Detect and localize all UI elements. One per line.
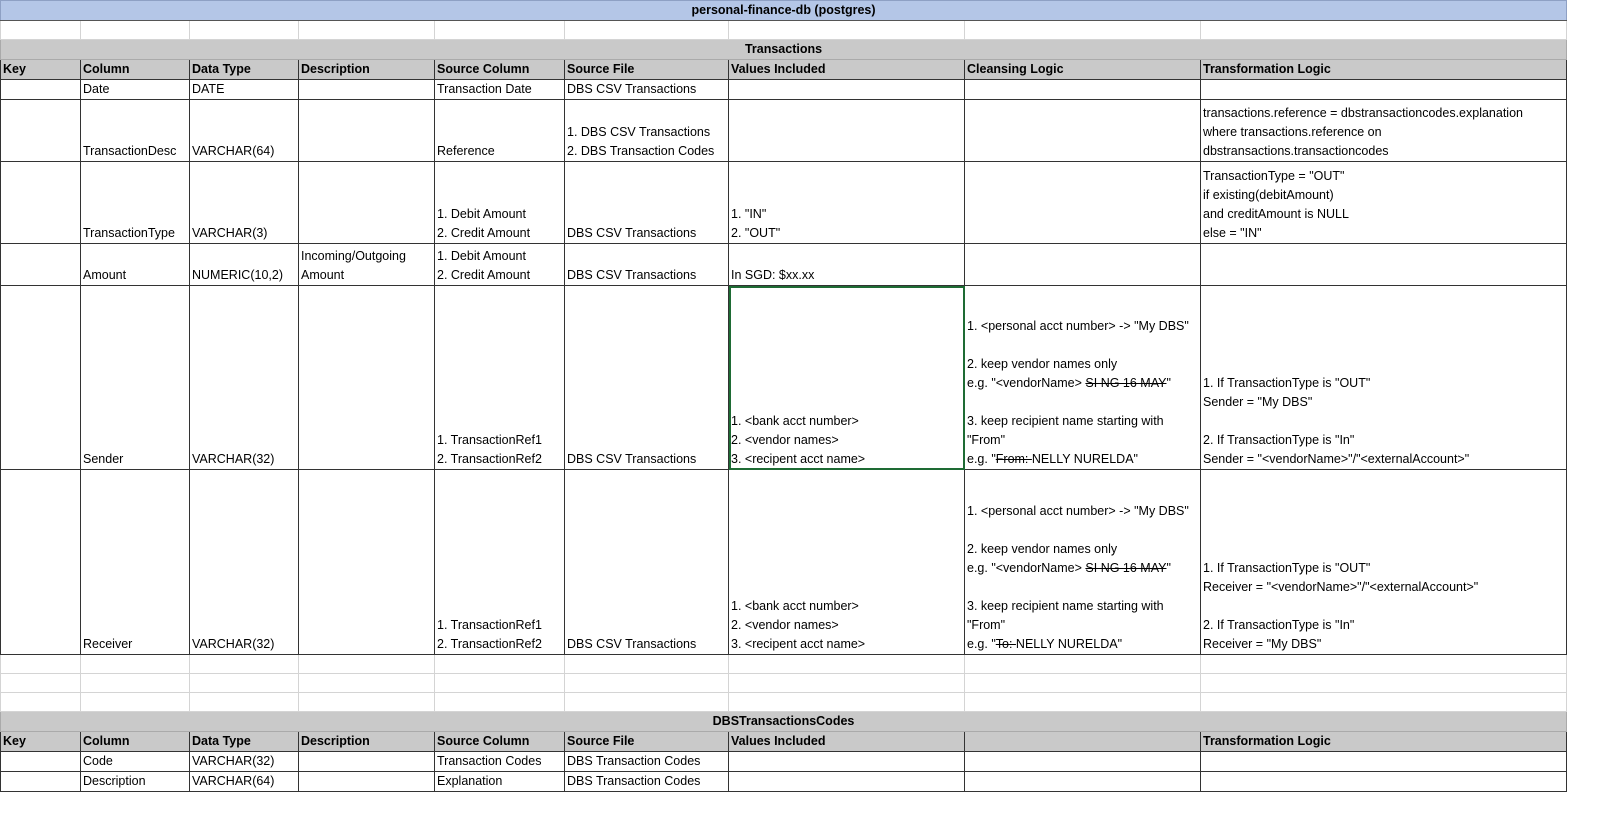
header-description[interactable]: Description xyxy=(299,60,435,80)
cell-line: VARCHAR(64) xyxy=(192,144,275,158)
cell-key[interactable] xyxy=(1,470,81,655)
text-segment: e.g. "<vendorName> xyxy=(967,561,1086,575)
cell-line: 3. keep recipient name starting with xyxy=(967,414,1164,428)
table-section-row xyxy=(1,712,1567,732)
cell-key[interactable] xyxy=(1,244,81,286)
empty-cell[interactable] xyxy=(965,21,1201,40)
cell-source-file[interactable] xyxy=(565,286,729,470)
cell-source-file[interactable] xyxy=(565,772,729,792)
header-key[interactable]: Key xyxy=(1,732,81,752)
cell-source-column[interactable] xyxy=(435,80,565,100)
empty-cell[interactable] xyxy=(1201,21,1567,40)
cell-line: 1. <personal acct number> -> "My DBS" xyxy=(967,319,1189,333)
empty-cell[interactable] xyxy=(81,674,190,693)
cell-column[interactable] xyxy=(81,100,190,162)
cell-line: 1. "IN" xyxy=(731,207,767,221)
cell-line: DBS CSV Transactions xyxy=(567,637,697,651)
cell-source-column[interactable] xyxy=(435,470,565,655)
empty-cell[interactable] xyxy=(565,693,729,712)
cell-cleansing-logic[interactable] xyxy=(965,772,1201,792)
text-segment: e.g. " xyxy=(967,637,996,651)
struck-text: SI NG 16 MAY xyxy=(1085,561,1167,575)
cell-line: Explanation xyxy=(437,774,503,788)
cell-line: Transaction Date xyxy=(437,82,532,96)
cell-line: TransactionType xyxy=(83,226,175,240)
empty-row xyxy=(1,655,1567,674)
cell-description[interactable] xyxy=(299,286,435,470)
cell-line xyxy=(967,635,1198,654)
cell-line: VARCHAR(3) xyxy=(192,226,268,240)
cell-cleansing-logic[interactable] xyxy=(965,244,1201,286)
cell-line: DBS CSV Transactions xyxy=(567,226,697,240)
cell-line: dbstransactions.transactioncodes xyxy=(1203,144,1389,158)
cell-description[interactable] xyxy=(299,470,435,655)
text-segment: e.g. " xyxy=(967,452,996,466)
cell-line: TransactionDesc xyxy=(83,144,177,158)
cell-line xyxy=(967,450,1198,469)
cell-key[interactable] xyxy=(1,162,81,244)
cell-source-column[interactable] xyxy=(435,772,565,792)
cell-line: DBS CSV Transactions xyxy=(567,452,697,466)
cell-transformation-logic[interactable] xyxy=(1201,470,1567,655)
header-cleansing-logic[interactable] xyxy=(965,732,1201,752)
empty-cell[interactable] xyxy=(1,693,81,712)
cell-source-column[interactable] xyxy=(435,162,565,244)
cell-line: 3. <recipent acct name> xyxy=(731,637,866,651)
empty-cell[interactable] xyxy=(1201,655,1567,674)
struck-text: To: xyxy=(995,637,1016,651)
cell-column[interactable] xyxy=(81,162,190,244)
cell-line: 2. keep vendor names only xyxy=(967,542,1118,556)
cell-transformation-logic[interactable] xyxy=(1201,80,1567,100)
cell-description[interactable] xyxy=(299,162,435,244)
cell-line: DBS CSV Transactions xyxy=(567,268,697,282)
empty-cell[interactable] xyxy=(435,655,565,674)
header-cleansing-logic[interactable]: Cleansing Logic xyxy=(965,60,1201,80)
cell-line: if existing(debitAmount) xyxy=(1203,188,1334,202)
empty-row xyxy=(1,674,1567,693)
cell-line xyxy=(967,393,1198,412)
empty-cell[interactable] xyxy=(299,674,435,693)
empty-cell[interactable] xyxy=(965,693,1201,712)
header-column[interactable]: Column xyxy=(81,60,190,80)
cell-line: 2. <vendor names> xyxy=(731,433,839,447)
empty-cell[interactable] xyxy=(965,674,1201,693)
table-row xyxy=(1,100,1567,162)
cell-line: Transaction Codes xyxy=(437,754,542,768)
header-data-type[interactable]: Data Type xyxy=(190,60,299,80)
cell-line: Sender xyxy=(83,452,124,466)
cell-line: Date xyxy=(83,82,110,96)
cell-line: 1. If TransactionType is "OUT" xyxy=(1203,376,1371,390)
cell-source-file[interactable] xyxy=(565,470,729,655)
cell-source-column[interactable] xyxy=(435,100,565,162)
header-column[interactable]: Column xyxy=(81,732,190,752)
table-section-row xyxy=(1,40,1567,60)
cell-column[interactable] xyxy=(81,470,190,655)
table-name[interactable]: Transactions xyxy=(1,40,1567,60)
cell-source-column[interactable] xyxy=(435,286,565,470)
cell-cleansing-logic[interactable] xyxy=(965,286,1201,470)
cell-line: Amount xyxy=(301,268,345,282)
cell-column[interactable] xyxy=(81,244,190,286)
cell-line: 2. <vendor names> xyxy=(731,618,839,632)
cell-description[interactable] xyxy=(299,244,435,286)
cell-cleansing-logic[interactable] xyxy=(965,162,1201,244)
column-header-row xyxy=(1,732,1567,752)
cell-line: 2. If TransactionType is "In" xyxy=(1203,618,1355,632)
header-values-included[interactable]: Values Included xyxy=(729,60,965,80)
table-row xyxy=(1,244,1567,286)
cell-transformation-logic[interactable] xyxy=(1201,772,1567,792)
cell-line: DBS Transaction Codes xyxy=(567,774,701,788)
cell-values-included[interactable] xyxy=(729,80,965,100)
empty-cell[interactable] xyxy=(190,693,299,712)
cell-line: Code xyxy=(83,754,113,768)
empty-cell[interactable] xyxy=(729,21,965,40)
empty-cell[interactable] xyxy=(1,655,81,674)
empty-cell[interactable] xyxy=(565,21,729,40)
table-row xyxy=(1,752,1567,772)
cell-line: 1. <personal acct number> -> "My DBS" xyxy=(967,504,1189,518)
cell-data-type[interactable] xyxy=(190,80,299,100)
cell-line: Description xyxy=(83,774,146,788)
cell-line: 1. TransactionRef1 xyxy=(437,433,542,447)
cell-line xyxy=(967,336,1198,355)
cell-transformation-logic[interactable] xyxy=(1201,752,1567,772)
empty-cell[interactable] xyxy=(299,21,435,40)
empty-cell[interactable] xyxy=(299,693,435,712)
cell-transformation-logic[interactable] xyxy=(1201,286,1567,470)
cell-line: TransactionType = "OUT" xyxy=(1203,169,1345,183)
empty-cell[interactable] xyxy=(190,655,299,674)
cell-line: DATE xyxy=(192,82,225,96)
cell-key[interactable] xyxy=(1,286,81,470)
empty-cell[interactable] xyxy=(435,693,565,712)
cell-key[interactable] xyxy=(1,80,81,100)
cell-description[interactable] xyxy=(299,100,435,162)
cell-values-included[interactable] xyxy=(729,286,965,470)
cell-line: where transactions.reference on xyxy=(1203,125,1382,139)
cell-values-included[interactable] xyxy=(729,772,965,792)
empty-cell[interactable] xyxy=(565,674,729,693)
cell-values-included[interactable] xyxy=(729,100,965,162)
empty-cell[interactable] xyxy=(1201,693,1567,712)
empty-cell[interactable] xyxy=(435,21,565,40)
cell-line xyxy=(967,374,1198,393)
cell-values-included[interactable] xyxy=(729,244,965,286)
cell-line xyxy=(1203,412,1564,431)
cell-values-included[interactable] xyxy=(729,162,965,244)
cell-line: VARCHAR(32) xyxy=(192,754,275,768)
table-row xyxy=(1,470,1567,655)
cell-line: 1. TransactionRef1 xyxy=(437,618,542,632)
table-row xyxy=(1,286,1567,470)
cell-transformation-logic[interactable] xyxy=(1201,162,1567,244)
cell-column[interactable] xyxy=(81,286,190,470)
empty-cell[interactable] xyxy=(1,674,81,693)
cell-source-file[interactable] xyxy=(565,100,729,162)
cell-description[interactable] xyxy=(299,772,435,792)
cell-line: Sender = "My DBS" xyxy=(1203,395,1313,409)
cell-line: NUMERIC(10,2) xyxy=(192,268,283,282)
empty-row xyxy=(1,21,1567,40)
cell-line: 2. If TransactionType is "In" xyxy=(1203,433,1355,447)
empty-cell[interactable] xyxy=(81,21,190,40)
cell-transformation-logic[interactable] xyxy=(1201,100,1567,162)
cell-key[interactable] xyxy=(1,772,81,792)
header-transformation-logic[interactable]: Transformation Logic xyxy=(1201,732,1567,752)
table-row xyxy=(1,772,1567,792)
header-description[interactable]: Description xyxy=(299,732,435,752)
cell-line: DBS CSV Transactions xyxy=(567,82,697,96)
cell-line xyxy=(1203,597,1564,616)
cell-data-type[interactable] xyxy=(190,244,299,286)
cell-line: else = "IN" xyxy=(1203,226,1262,240)
cell-line: 1. <bank acct number> xyxy=(731,414,859,428)
sheet-title-row xyxy=(1,1,1567,21)
text-segment: " xyxy=(1166,561,1171,575)
cell-values-included[interactable] xyxy=(729,752,965,772)
cell-line: 2. Credit Amount xyxy=(437,268,531,282)
table-row xyxy=(1,80,1567,100)
cell-line: 1. Debit Amount xyxy=(437,207,526,221)
cell-line: VARCHAR(64) xyxy=(192,774,275,788)
empty-cell[interactable] xyxy=(965,655,1201,674)
empty-cell[interactable] xyxy=(435,674,565,693)
header-source-file[interactable]: Source File xyxy=(565,60,729,80)
cell-key[interactable] xyxy=(1,100,81,162)
cell-column[interactable] xyxy=(81,772,190,792)
cell-values-included[interactable] xyxy=(729,470,965,655)
cell-line: 2. Credit Amount xyxy=(437,226,531,240)
header-source-file[interactable]: Source File xyxy=(565,732,729,752)
header-values-included[interactable]: Values Included xyxy=(729,732,965,752)
cell-data-type[interactable] xyxy=(190,752,299,772)
cell-line: 1. Debit Amount xyxy=(437,249,526,263)
cell-line: 1. <bank acct number> xyxy=(731,599,859,613)
empty-cell[interactable] xyxy=(190,674,299,693)
cell-source-file[interactable] xyxy=(565,162,729,244)
cell-line: Sender = "<vendorName>"/"<externalAccount>" xyxy=(1203,452,1470,466)
table-name[interactable]: DBSTransactionsCodes xyxy=(1,712,1567,732)
empty-cell[interactable] xyxy=(81,655,190,674)
cell-data-type[interactable] xyxy=(190,772,299,792)
cell-source-column[interactable] xyxy=(435,244,565,286)
cell-line: 1. If TransactionType is "OUT" xyxy=(1203,561,1371,575)
header-data-type[interactable]: Data Type xyxy=(190,732,299,752)
cell-line: 3. keep recipient name starting with xyxy=(967,599,1164,613)
header-transformation-logic[interactable]: Transformation Logic xyxy=(1201,60,1567,80)
cell-line xyxy=(967,521,1198,540)
cell-line: 2. TransactionRef2 xyxy=(437,637,542,651)
cell-key[interactable] xyxy=(1,752,81,772)
cell-line xyxy=(967,578,1198,597)
column-header-row xyxy=(1,60,1567,80)
text-segment: " xyxy=(1166,376,1171,390)
empty-cell[interactable] xyxy=(729,674,965,693)
cell-line: Receiver = "My DBS" xyxy=(1203,637,1322,651)
table-row xyxy=(1,162,1567,244)
cell-source-file[interactable] xyxy=(565,244,729,286)
cell-data-type[interactable] xyxy=(190,286,299,470)
empty-row xyxy=(1,693,1567,712)
cell-source-file[interactable] xyxy=(565,80,729,100)
text-segment: e.g. "<vendorName> xyxy=(967,376,1086,390)
empty-cell[interactable] xyxy=(190,21,299,40)
header-source-column[interactable]: Source Column xyxy=(435,60,565,80)
cell-cleansing-logic[interactable] xyxy=(965,100,1201,162)
cell-line: In SGD: $xx.xx xyxy=(731,268,815,282)
cell-line: Receiver xyxy=(83,637,133,651)
cell-line: 2. TransactionRef2 xyxy=(437,452,542,466)
cell-data-type[interactable] xyxy=(190,100,299,162)
cell-line: VARCHAR(32) xyxy=(192,452,275,466)
cell-cleansing-logic[interactable] xyxy=(965,80,1201,100)
cell-source-file[interactable] xyxy=(565,752,729,772)
cell-line: 2. "OUT" xyxy=(731,226,781,240)
cell-cleansing-logic[interactable] xyxy=(965,752,1201,772)
empty-cell[interactable] xyxy=(299,655,435,674)
cell-line: 2. DBS Transaction Codes xyxy=(567,144,715,158)
cell-data-type[interactable] xyxy=(190,470,299,655)
cell-line: "From" xyxy=(967,433,1006,447)
cell-source-column[interactable] xyxy=(435,752,565,772)
cell-data-type[interactable] xyxy=(190,162,299,244)
cell-line: Incoming/Outgoing xyxy=(301,249,406,263)
cell-column[interactable] xyxy=(81,80,190,100)
empty-cell[interactable] xyxy=(565,655,729,674)
text-segment: NELLY NURELDA" xyxy=(1031,452,1138,466)
cell-line: DBS Transaction Codes xyxy=(567,754,701,768)
cell-transformation-logic[interactable] xyxy=(1201,244,1567,286)
empty-cell[interactable] xyxy=(1,21,81,40)
cell-line: "From" xyxy=(967,618,1006,632)
cell-line: 1. DBS CSV Transactions xyxy=(567,125,711,139)
cell-line: 2. keep vendor names only xyxy=(967,357,1118,371)
cell-line: and creditAmount is NULL xyxy=(1203,207,1349,221)
cell-column[interactable] xyxy=(81,752,190,772)
cell-line: VARCHAR(32) xyxy=(192,637,275,651)
struck-text: SI NG 16 MAY xyxy=(1085,376,1167,390)
header-key[interactable]: Key xyxy=(1,60,81,80)
cell-description[interactable] xyxy=(299,752,435,772)
sheet-title[interactable]: personal-finance-db (postgres) xyxy=(1,1,1567,21)
cell-line: Reference xyxy=(437,144,495,158)
cell-line xyxy=(967,559,1198,578)
struck-text: From: xyxy=(995,452,1032,466)
cell-line: transactions.reference = dbstransactioncodes.explanation xyxy=(1203,106,1523,120)
empty-cell[interactable] xyxy=(729,655,965,674)
text-segment: NELLY NURELDA" xyxy=(1015,637,1123,651)
cell-cleansing-logic[interactable] xyxy=(965,470,1201,655)
cell-line: Amount xyxy=(83,268,127,282)
cell-line: Receiver = "<vendorName>"/"<externalAccount>" xyxy=(1203,580,1479,594)
empty-cell[interactable] xyxy=(729,693,965,712)
cell-line: 3. <recipent acct name> xyxy=(731,452,866,466)
empty-cell[interactable] xyxy=(81,693,190,712)
header-source-column[interactable]: Source Column xyxy=(435,732,565,752)
cell-description[interactable] xyxy=(299,80,435,100)
empty-cell[interactable] xyxy=(1201,674,1567,693)
